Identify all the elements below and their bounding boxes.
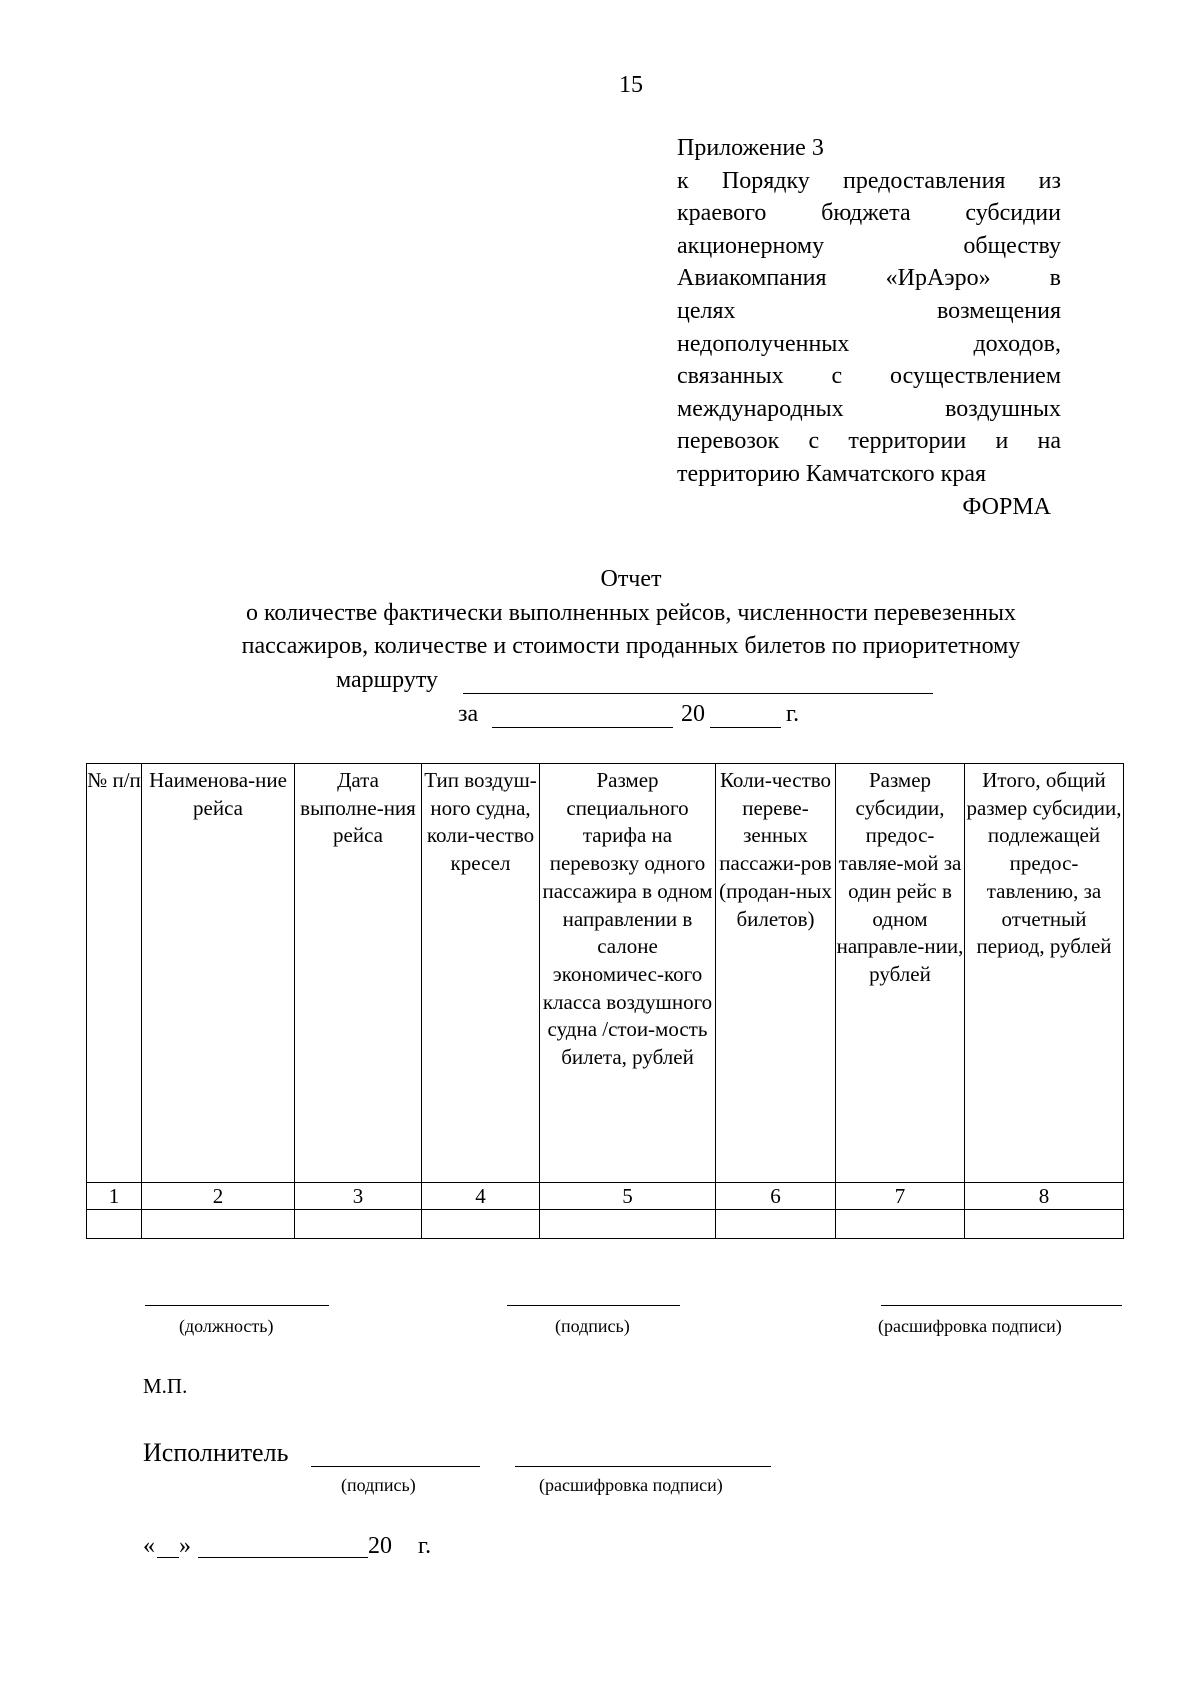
page-number: 15 bbox=[619, 72, 643, 98]
column-header: Размер специального тарифа на перевозку одного пассажира в одном направлении в салоне экономичес-кого класса воздушного судна /стои-мость билета, рублей bbox=[540, 764, 716, 1183]
table-header-row bbox=[87, 764, 1124, 1183]
column-number: 4 bbox=[422, 1183, 540, 1210]
executor-signature-caption: (подпись) bbox=[341, 1475, 416, 1495]
annex-line: акционерному обществу bbox=[677, 232, 1061, 259]
annex-line: недополученных доходов, bbox=[677, 330, 1061, 357]
table-cell bbox=[965, 1210, 1124, 1239]
table-cell bbox=[836, 1210, 965, 1239]
date-month-line bbox=[198, 1557, 368, 1558]
column-number: 5 bbox=[540, 1183, 716, 1210]
period-field-line bbox=[492, 727, 673, 728]
annex-line: перевозок с территории и на bbox=[677, 428, 1061, 455]
date-quote-open: « bbox=[143, 1533, 155, 1559]
column-number: 3 bbox=[295, 1183, 422, 1210]
report-subtitle: о количестве фактически выполненных рейсов, численности перевезенных bbox=[245, 600, 1017, 626]
report-table bbox=[86, 763, 1124, 1239]
signature-caption: (подпись) bbox=[555, 1316, 630, 1336]
column-number-row bbox=[87, 1183, 1124, 1210]
annex-line: международных воздушных bbox=[677, 395, 1061, 422]
annex-title: Приложение 3 bbox=[677, 135, 824, 161]
report-subtitle: пассажиров, количестве и стоимости проданных билетов по приоритетному bbox=[241, 633, 1021, 659]
date-year: 20 bbox=[368, 1533, 392, 1559]
column-header: Коли-чество переве-зенных пассажи-ров (продан-ных билетов) bbox=[716, 764, 836, 1183]
column-header: Наименова-ние рейса bbox=[142, 764, 295, 1183]
column-header: Размер субсидии, предос-тавляе-мой за один рейс в одном направле-нии, рублей bbox=[836, 764, 965, 1183]
period-year-line bbox=[710, 727, 781, 728]
date-day-line bbox=[157, 1557, 179, 1558]
column-header: Тип воздуш-ного судна, коли-чество кресел bbox=[422, 764, 540, 1183]
annex-line: территорию Камчатского края bbox=[677, 460, 987, 487]
table-row bbox=[87, 1210, 1124, 1239]
date-suffix: г. bbox=[418, 1533, 432, 1559]
decoding-caption: (расшифровка подписи) bbox=[878, 1316, 1062, 1336]
route-label: маршруту bbox=[336, 667, 439, 693]
column-number: 8 bbox=[965, 1183, 1124, 1210]
table-cell bbox=[716, 1210, 836, 1239]
table-cell bbox=[87, 1210, 142, 1239]
report-title: Отчет bbox=[600, 566, 662, 592]
column-header: Итого, общий размер субсидии, подлежащей предос-тавлению, за отчетный период, рублей bbox=[965, 764, 1124, 1183]
form-label: ФОРМА bbox=[962, 493, 1051, 520]
annex-line: Авиакомпания «ИрАэро» в bbox=[677, 265, 1061, 292]
executor-decoding-line bbox=[515, 1466, 771, 1467]
period-suffix: г. bbox=[786, 701, 800, 727]
column-number: 7 bbox=[836, 1183, 965, 1210]
table-cell bbox=[422, 1210, 540, 1239]
annex-line: целях возмещения bbox=[677, 297, 1061, 324]
column-number: 2 bbox=[142, 1183, 295, 1210]
position-line bbox=[145, 1305, 329, 1306]
column-number: 6 bbox=[716, 1183, 836, 1210]
table-cell bbox=[295, 1210, 422, 1239]
decoding-line bbox=[881, 1305, 1122, 1306]
period-prefix: за bbox=[458, 701, 479, 727]
column-header: № п/п bbox=[87, 764, 142, 1183]
stamp-label: М.П. bbox=[143, 1374, 188, 1398]
date-quote-close: » bbox=[179, 1533, 191, 1559]
column-number: 1 bbox=[87, 1183, 142, 1210]
position-caption: (должность) bbox=[179, 1316, 274, 1336]
period-year: 20 bbox=[681, 701, 705, 727]
executor-signature-line bbox=[311, 1466, 480, 1467]
table-cell bbox=[142, 1210, 295, 1239]
annex-line: к Порядку предоставления из bbox=[677, 167, 1061, 194]
route-field-line bbox=[463, 693, 933, 694]
annex-line: краевого бюджета субсидии bbox=[677, 200, 1061, 227]
table-cell bbox=[540, 1210, 716, 1239]
executor-decoding-caption: (расшифровка подписи) bbox=[539, 1475, 723, 1495]
signature-line bbox=[507, 1305, 680, 1306]
annex-block bbox=[677, 132, 1061, 523]
column-header: Дата выполне-ния рейса bbox=[295, 764, 422, 1183]
annex-line: связанных с осуществлением bbox=[677, 363, 1061, 390]
executor-label: Исполнитель bbox=[143, 1438, 289, 1467]
